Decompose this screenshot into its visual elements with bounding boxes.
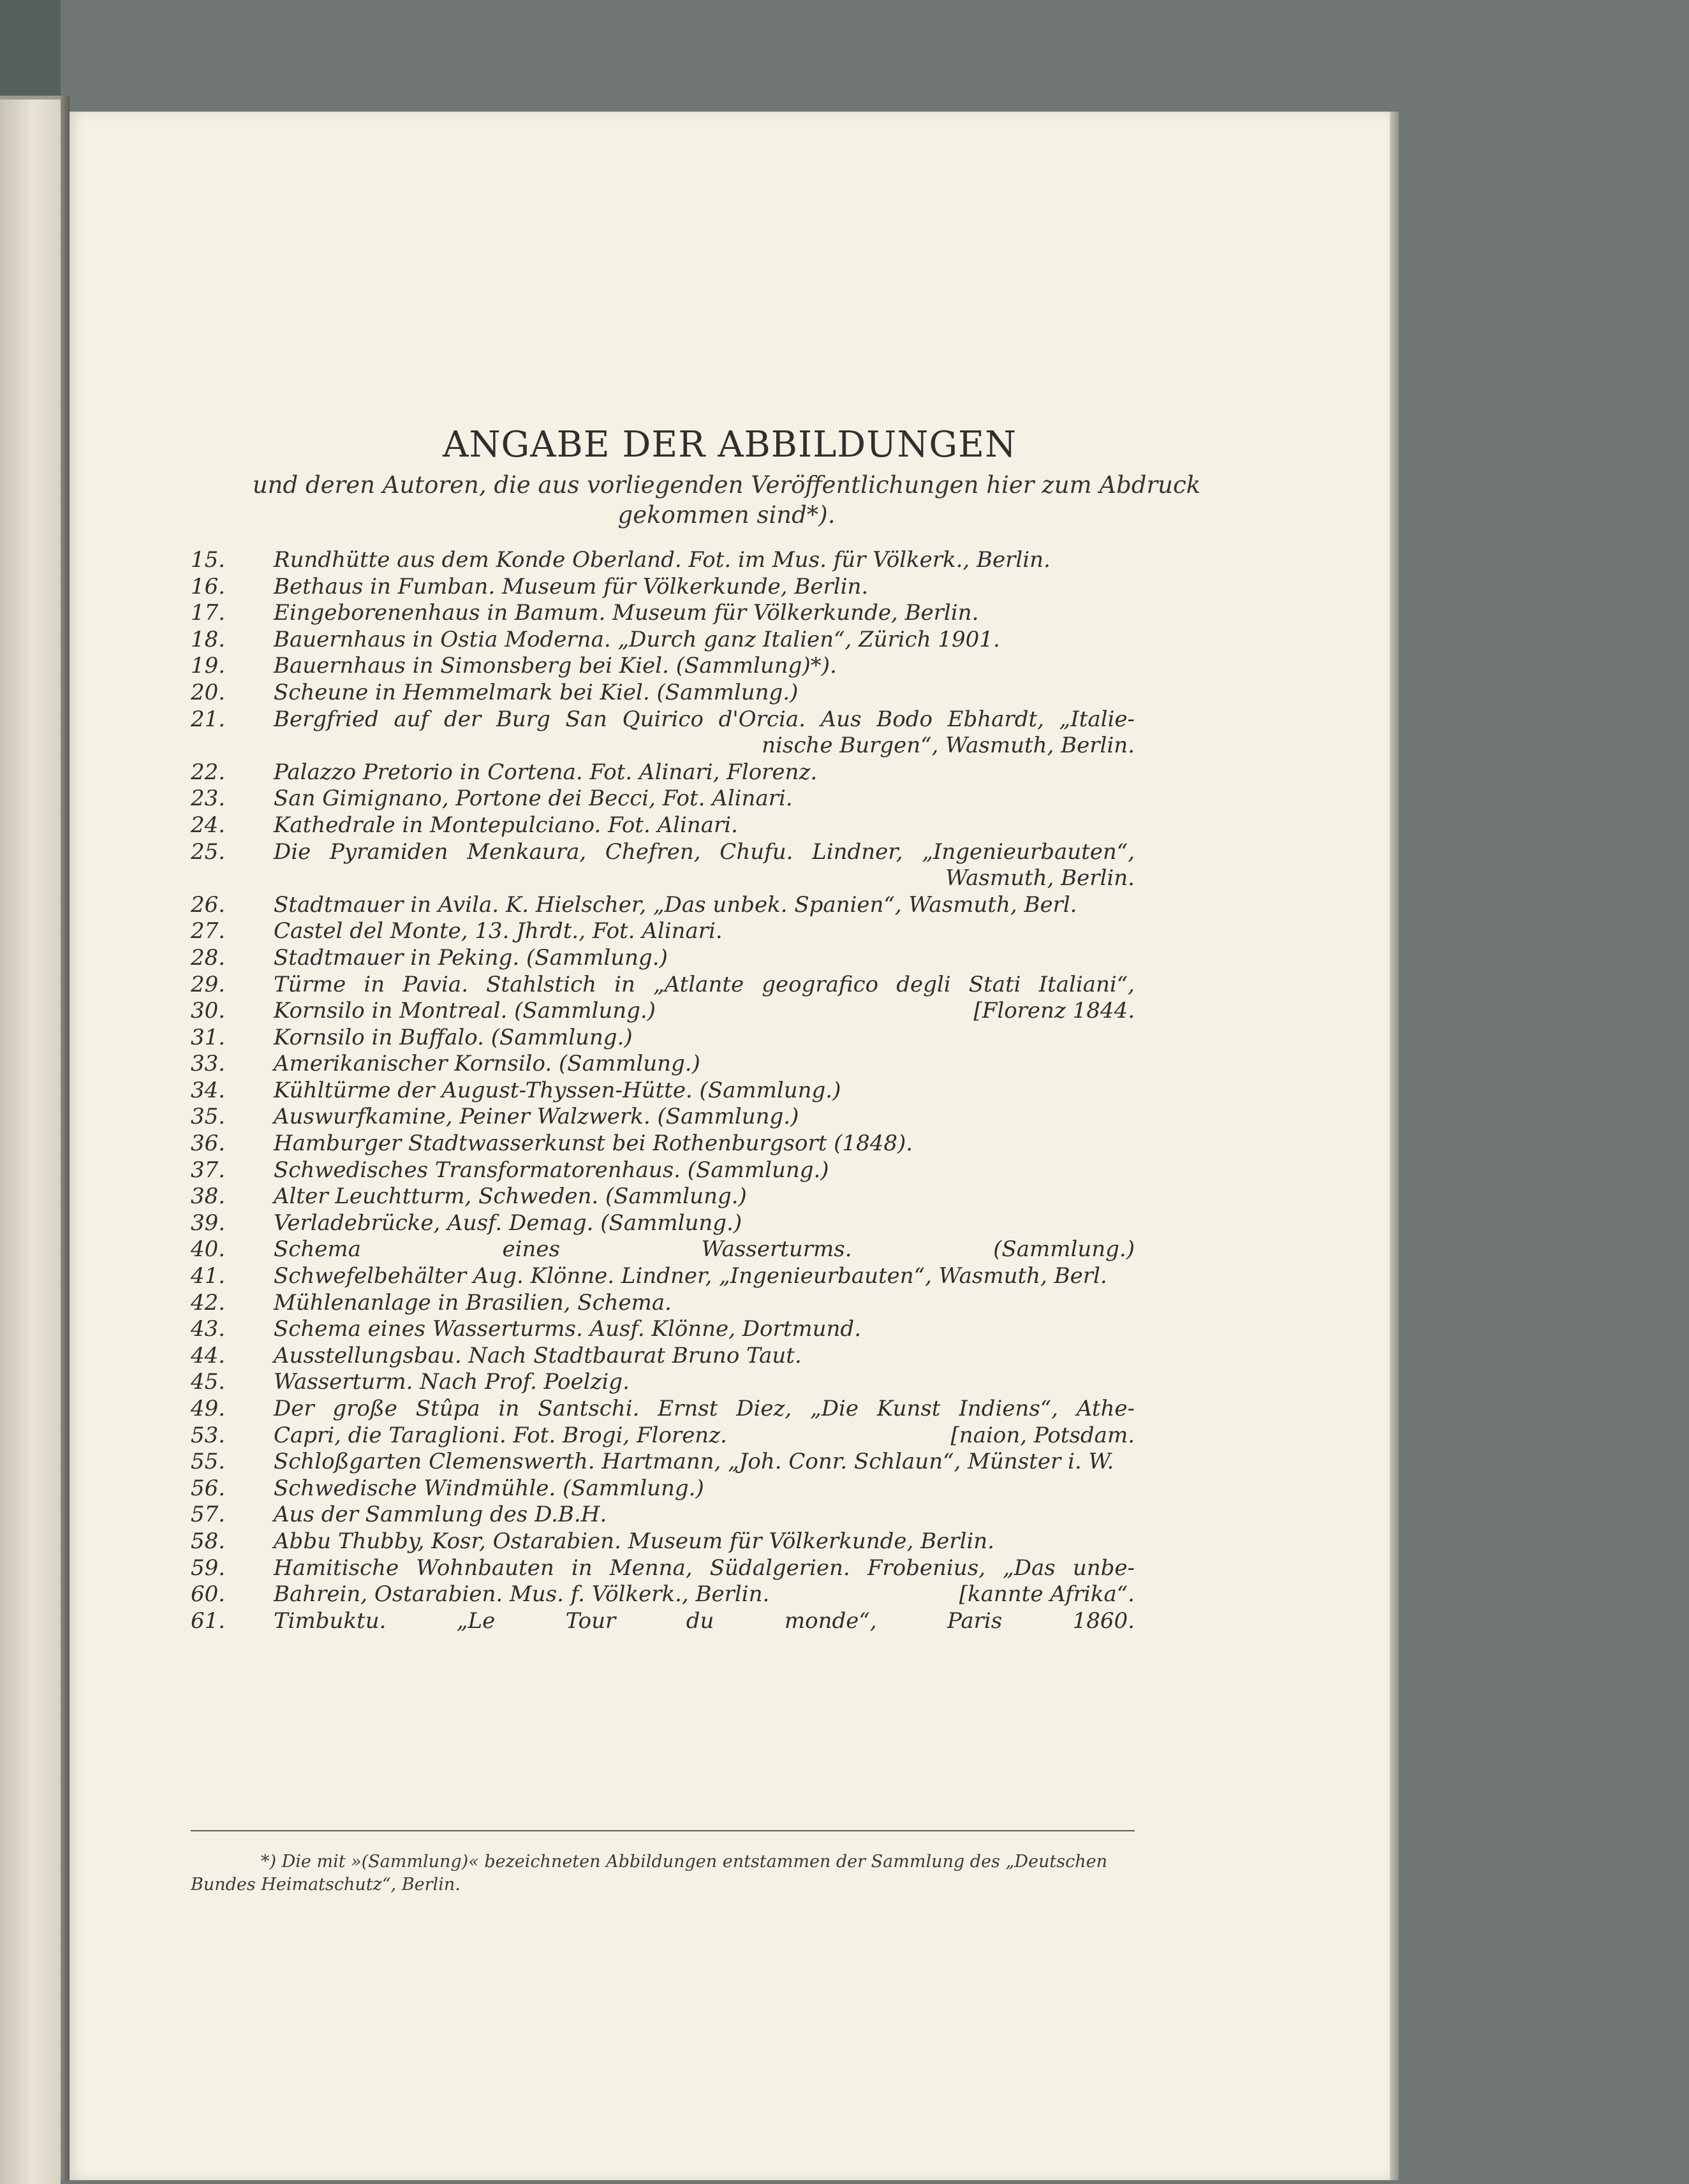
figure-number: 18. <box>191 626 226 652</box>
figure-caption: Timbuktu. „Le Tour du monde“, Paris 1860. <box>274 1608 1135 1634</box>
figure-entry <box>191 1263 1135 1290</box>
figure-entry <box>191 1184 1135 1210</box>
figure-number: 37. <box>191 1157 226 1183</box>
figure-number: 21. <box>191 706 226 732</box>
figure-caption: Wasserturm. Nach Prof. Poelzig. <box>274 1369 630 1395</box>
footnote: *) Die mit »(Sammlung)« bezeichneten Abbildungen entstammen der Sammlung des „Deutschen Bundes Heimatschutz“, Berlin. <box>191 1852 1108 1895</box>
figure-number: 56. <box>191 1475 226 1501</box>
figure-entry <box>191 653 1135 680</box>
figure-entry-continuation <box>191 733 1135 759</box>
figure-entry <box>191 1290 1135 1317</box>
figure-number: 31. <box>191 1024 226 1050</box>
figure-number: 53. <box>191 1422 226 1448</box>
figure-entry <box>191 627 1135 654</box>
figure-entry <box>191 839 1135 866</box>
figure-entry <box>191 1104 1135 1131</box>
facing-page-edge <box>0 96 61 2184</box>
figure-caption: Schloßgarten Clemenswerth. Hartmann, „Joh. Conr. Schlaun“, Münster i. W. <box>274 1449 1114 1475</box>
figure-entry <box>191 1157 1135 1184</box>
figure-caption: Kornsilo in Buffalo. (Sammlung.) <box>274 1024 633 1050</box>
figure-caption: Abbu Thubby, Kosr, Ostarabien. Museum für Völkerkunde, Berlin. <box>274 1528 994 1554</box>
figure-caption: San Gimignano, Portone dei Becci, Fot. Alinari. <box>274 786 793 812</box>
caption-continuation: nische Burgen“, Wasmuth, Berlin. <box>762 733 1135 759</box>
figure-caption: Stadtmauer in Peking. (Sammlung.) <box>274 944 668 971</box>
figure-number: 44. <box>191 1342 226 1368</box>
figure-number: 36. <box>191 1131 226 1157</box>
figure-entry <box>191 972 1135 999</box>
figure-entry <box>191 1343 1135 1370</box>
figure-number: 27. <box>191 918 226 944</box>
gutter-shadow <box>61 96 70 2180</box>
figure-caption: Bahrein, Ostarabien. Mus. f. Völkerk., Berlin. <box>274 1581 770 1608</box>
book-spine <box>0 0 61 96</box>
figure-entry <box>191 1025 1135 1052</box>
figure-number: 25. <box>191 839 226 865</box>
figure-caption: Amerikanischer Kornsilo. (Sammlung.) <box>274 1051 700 1077</box>
caption-carryover: [naion, Potsdam. <box>950 1422 1135 1448</box>
figure-caption: Castel del Monte, 13. Jhrdt., Fot. Alinari. <box>274 918 723 944</box>
book-page <box>70 112 1390 2180</box>
figure-entry <box>191 1449 1135 1476</box>
figure-number: 59. <box>191 1555 226 1581</box>
figure-number: 15. <box>191 547 226 573</box>
figure-number: 16. <box>191 573 226 599</box>
figure-entry-continuation <box>191 865 1135 892</box>
figure-number: 45. <box>191 1369 226 1395</box>
figure-caption: Bauernhaus in Simonsberg bei Kiel. (Sammlung)*). <box>274 653 837 679</box>
figure-number: 49. <box>191 1396 226 1421</box>
figure-entry <box>191 574 1135 601</box>
figure-entry <box>191 600 1135 627</box>
figure-number: 20. <box>191 679 226 705</box>
figure-caption: Bethaus in Fumban. Museum für Völkerkunde, Berlin. <box>274 573 869 599</box>
figure-number: 28. <box>191 944 226 971</box>
figure-entry <box>191 707 1135 733</box>
figure-number: 42. <box>191 1289 226 1316</box>
figure-caption: Bergfried auf der Burg San Quirico d'Orcia. Aus Bodo Ebhardt, „Italie- <box>274 706 1135 732</box>
figure-caption: Palazzo Pretorio in Cortena. Fot. Alinari, Florenz. <box>274 759 818 785</box>
figure-number: 43. <box>191 1316 226 1342</box>
figure-entry <box>191 998 1135 1025</box>
figure-entry <box>191 1476 1135 1502</box>
figure-number: 40. <box>191 1236 226 1263</box>
figure-number: 58. <box>191 1528 226 1554</box>
figure-entry <box>191 1131 1135 1157</box>
figure-entry <box>191 1396 1135 1423</box>
figure-entry <box>191 1236 1135 1263</box>
figure-number: 39. <box>191 1210 226 1236</box>
figure-number: 24. <box>191 812 226 838</box>
figure-caption: Schema eines Wasserturms. (Sammlung.) <box>274 1236 1135 1263</box>
figure-number: 34. <box>191 1077 226 1103</box>
figure-number: 17. <box>191 600 226 626</box>
figure-entry <box>191 1528 1135 1555</box>
figure-caption: Türme in Pavia. Stahlstich in „Atlante geografico degli Stati Italiani“, <box>274 971 1135 997</box>
figure-caption: Kornsilo in Montreal. (Sammlung.) <box>274 998 656 1024</box>
figure-entry <box>191 1581 1135 1608</box>
figure-entry <box>191 1078 1135 1104</box>
figure-number: 57. <box>191 1502 226 1528</box>
figure-number: 41. <box>191 1263 226 1289</box>
figure-caption: Mühlenanlage in Brasilien, Schema. <box>274 1289 672 1316</box>
caption-continuation: Wasmuth, Berlin. <box>945 865 1135 891</box>
figure-caption: Ausstellungsbau. Nach Stadtbaurat Bruno Taut. <box>274 1342 802 1368</box>
figure-number: 19. <box>191 653 226 679</box>
figure-caption: Capri, die Taraglioni. Fot. Brogi, Florenz. <box>274 1422 727 1448</box>
figure-number: 33. <box>191 1051 226 1077</box>
figure-caption: Hamitische Wohnbauten in Menna, Südalgerien. Frobenius, „Das unbe- <box>274 1555 1135 1581</box>
figure-entry <box>191 1369 1135 1396</box>
figure-number: 29. <box>191 971 226 997</box>
figure-number: 22. <box>191 759 226 785</box>
figure-caption: Eingeborenenhaus in Bamum. Museum für Völkerkunde, Berlin. <box>274 600 979 626</box>
figure-entry <box>191 1210 1135 1237</box>
figure-caption: Schwefelbehälter Aug. Klönne. Lindner, „Ingenieurbauten“, Wasmuth, Berl. <box>274 1263 1107 1289</box>
figure-entry <box>191 547 1135 574</box>
figure-caption: Alter Leuchtturm, Schweden. (Sammlung.) <box>274 1184 747 1210</box>
figure-caption: Bauernhaus in Ostia Moderna. „Durch ganz Italien“, Zürich 1901. <box>274 626 1000 652</box>
figure-caption: Scheune in Hemmelmark bei Kiel. (Sammlung.) <box>274 679 799 705</box>
caption-carryover: [kannte Afrika“. <box>959 1581 1135 1608</box>
figure-number: 35. <box>191 1104 226 1130</box>
figure-number: 55. <box>191 1449 226 1475</box>
figure-number: 26. <box>191 891 226 918</box>
figure-entry <box>191 1608 1135 1635</box>
figure-caption: Aus der Sammlung des D.B.H. <box>274 1502 607 1528</box>
figure-entry <box>191 786 1135 812</box>
figure-caption: Verladebrücke, Ausf. Demag. (Sammlung.) <box>274 1210 742 1236</box>
figure-caption: Auswurfkamine, Peiner Walzwerk. (Sammlung.) <box>274 1104 799 1130</box>
figure-number: 61. <box>191 1608 226 1634</box>
figure-entry <box>191 1423 1135 1449</box>
figure-entry <box>191 812 1135 839</box>
page-title: ANGABE DER ABBILDUNGEN <box>443 424 1017 465</box>
figure-number: 23. <box>191 786 226 812</box>
figure-caption: Hamburger Stadtwasserkunst bei Rothenburgsort (1848). <box>274 1131 913 1157</box>
footnote-rule <box>191 1830 1135 1831</box>
figure-caption: Stadtmauer in Avila. K. Hielscher, „Das unbek. Spanien“, Wasmuth, Berl. <box>274 891 1077 918</box>
book-cover-edge <box>1390 112 1399 2180</box>
figure-caption: Schwedisches Transformatorenhaus. (Sammlung.) <box>274 1157 829 1183</box>
caption-carryover: [Florenz 1844. <box>973 998 1135 1024</box>
figure-entry <box>191 680 1135 707</box>
figure-entry <box>191 1502 1135 1528</box>
figure-entry <box>191 1051 1135 1078</box>
figure-number: 30. <box>191 998 226 1024</box>
figure-entry <box>191 759 1135 786</box>
figure-list <box>191 547 1135 1634</box>
figure-entry <box>191 945 1135 972</box>
figure-entry <box>191 892 1135 919</box>
figure-caption: Kathedrale in Montepulciano. Fot. Alinari. <box>274 812 738 838</box>
figure-caption: Schwedische Windmühle. (Sammlung.) <box>274 1475 704 1501</box>
figure-caption: Schema eines Wasserturms. Ausf. Klönne, Dortmund. <box>274 1316 862 1342</box>
figure-caption: Die Pyramiden Menkaura, Chefren, Chufu. Lindner, „Ingenieurbauten“, <box>274 839 1135 865</box>
figure-caption: Der große Stûpa in Santschi. Ernst Diez, „Die Kunst Indiens“, Athe- <box>274 1396 1135 1421</box>
figure-caption: Rundhütte aus dem Konde Oberland. Fot. im Mus. für Völkerk., Berlin. <box>274 547 1051 573</box>
page-subtitle: und deren Autoren, die aus vorliegenden Veröffentlichungen hier zum Abdruck gekommen sind*). <box>252 471 1201 529</box>
figure-entry <box>191 1555 1135 1582</box>
figure-entry <box>191 918 1135 945</box>
figure-number: 60. <box>191 1581 226 1608</box>
figure-number: 38. <box>191 1184 226 1210</box>
figure-caption: Kühltürme der August-Thyssen-Hütte. (Sammlung.) <box>274 1077 841 1103</box>
figure-entry <box>191 1316 1135 1343</box>
